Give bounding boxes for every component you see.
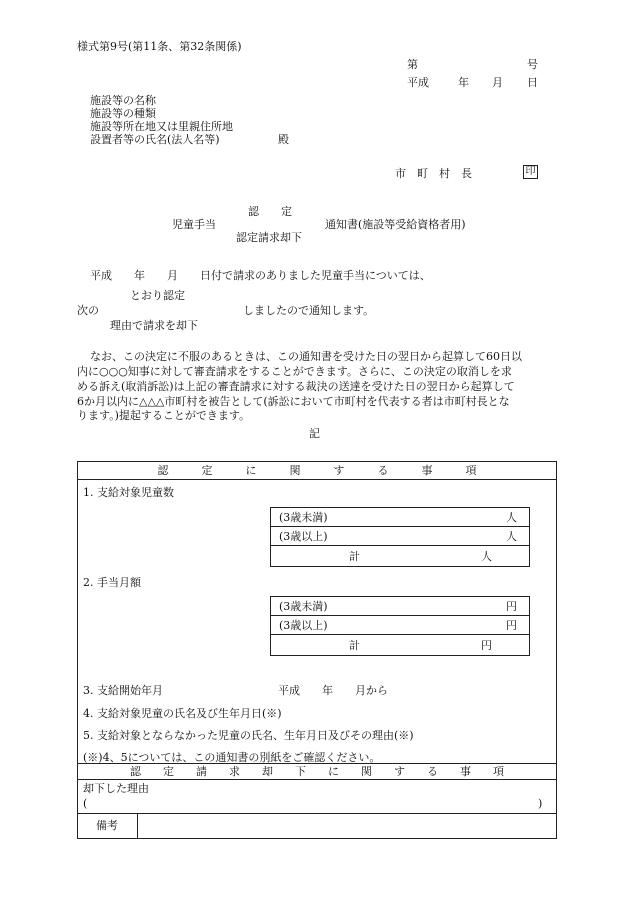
- body-para-1: なお、この決定に不服のあるときは、この通知書を受けた日の翌日から起算して60日以: [90, 350, 522, 363]
- children-over3-row: [271, 527, 529, 546]
- children-total-row: [271, 546, 529, 566]
- facility-name-label: 施設等の名称: [90, 94, 156, 107]
- footnote: (※)4、5については、この通知書の別紙をご確認ください。: [83, 751, 381, 764]
- body-option-kyakka: 理由で請求を却下: [110, 319, 198, 332]
- children-over3-label: (3歳以上): [279, 530, 328, 543]
- dai-label: 第: [407, 58, 418, 71]
- section2-top-divider: [77, 763, 557, 764]
- title-kyakka: 認定請求却下: [236, 231, 302, 244]
- rejection-paren-open: (: [83, 797, 88, 810]
- section2-divider: [77, 779, 557, 780]
- amount-under3-unit: 円: [506, 600, 517, 613]
- amount-total-row: [271, 635, 529, 655]
- remarks-column-divider: [137, 813, 138, 839]
- item1-label: 1. 支給対象児童数: [83, 486, 174, 499]
- body-para-3: める訴え(取消訴訟)は上記の審査請求に対する裁決の送達を受けた日の翌日から起算して: [77, 380, 515, 393]
- title-nintei: 認 定: [248, 205, 292, 218]
- amount-box: [270, 596, 530, 656]
- mayor-label: 市 町 村 長: [395, 167, 472, 180]
- section1-header: 認 定 に 関 す る 事 項: [157, 464, 477, 477]
- item3-value: 平成 年 月から: [278, 684, 388, 697]
- body-para-4: 6か月以内に△△△市町村を被告として(訴訟において市町村を代表する者は市町村長とな: [77, 395, 510, 408]
- body-para-2: 内に○○○知事に対して審査請求をすることができます。さらに、この決定の取消しを求: [77, 365, 512, 378]
- children-total-unit: 人: [481, 550, 492, 563]
- amount-under3-label: (3歳未満): [279, 600, 328, 613]
- day-label: 日: [527, 76, 538, 89]
- month-label: 月: [492, 76, 503, 89]
- children-under3-label: (3歳未満): [279, 511, 328, 524]
- body-para-5: ります。)提起することができます。: [77, 409, 251, 422]
- item3-label: 3. 支給開始年月: [83, 684, 163, 697]
- children-under3-unit: 人: [506, 511, 517, 524]
- ki-label: 記: [309, 427, 320, 440]
- facility-type-label: 施設等の種類: [90, 107, 156, 120]
- item2-label: 2. 手当月額: [83, 576, 141, 589]
- form-number: 様式第9号(第11条、第32条関係): [77, 40, 242, 53]
- amount-under3-row: [271, 597, 529, 616]
- remarks-label: 備考: [96, 819, 118, 832]
- rejection-reason-label: 却下した理由: [83, 782, 149, 795]
- body-line1: 平成 年 月 日付で請求のありました児童手当については、: [90, 269, 431, 282]
- section2-header: 認 定 請 求 却 下 に 関 す る 事 項: [130, 765, 504, 778]
- amount-over3-unit: 円: [506, 619, 517, 632]
- body-line2-end: しましたので通知します。: [243, 304, 375, 317]
- year-label: 年: [458, 76, 469, 89]
- children-under3-row: [271, 508, 529, 527]
- go-label: 号: [527, 58, 538, 71]
- seal-stamp: 印: [523, 165, 538, 179]
- remarks-divider: [77, 813, 557, 814]
- amount-total-unit: 円: [481, 639, 492, 652]
- children-over3-unit: 人: [506, 530, 517, 543]
- title-jido-teate: 児童手当: [172, 218, 216, 231]
- founder-name-label: 設置者等の氏名(法人名等): [90, 133, 220, 146]
- rejection-paren-close: ): [538, 797, 543, 810]
- children-count-box: [270, 507, 530, 567]
- era-label: 平成: [407, 76, 429, 89]
- amount-total-label: 計: [349, 639, 360, 652]
- amount-over3-row: [271, 616, 529, 635]
- body-option-nintei: とおり認定: [130, 289, 185, 302]
- facility-address-label: 施設等所在地又は里親住所地: [90, 120, 233, 133]
- item5-label: 5. 支給対象とならなかった児童の氏名、生年月日及びその理由(※): [83, 729, 414, 742]
- amount-over3-label: (3歳以上): [279, 619, 328, 632]
- children-total-label: 計: [349, 550, 360, 563]
- item4-label: 4. 支給対象児童の氏名及び生年月日(※): [83, 707, 282, 720]
- honorific: 殿: [278, 133, 289, 146]
- title-notice: 通知書(施設等受給資格者用): [325, 218, 466, 231]
- section1-divider: [77, 479, 557, 480]
- body-tsugi: 次の: [77, 304, 99, 317]
